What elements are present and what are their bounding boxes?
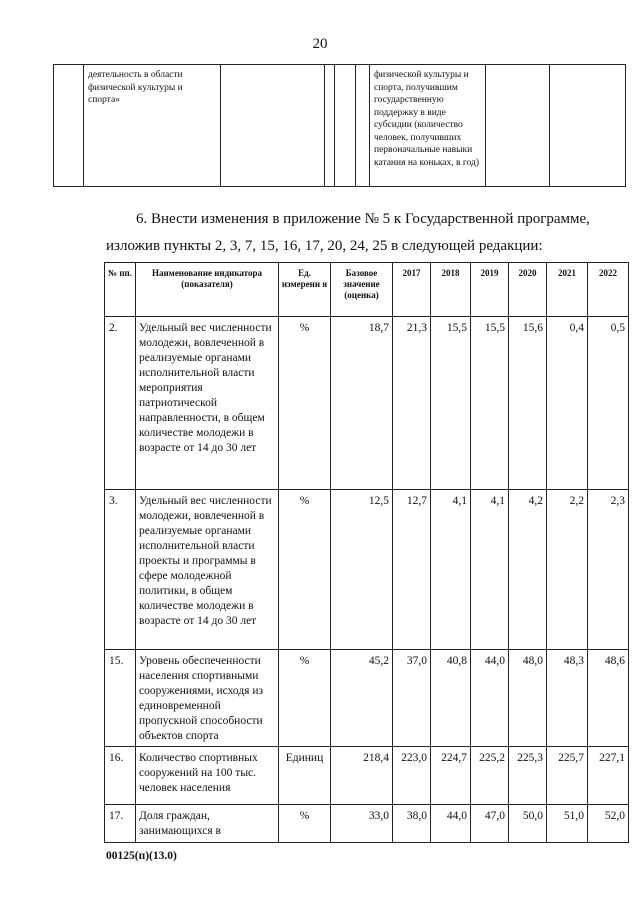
paragraph-line-1: 6. Внести изменения в приложение № 5 к Государственной программе, (136, 211, 590, 227)
header-2021: 2021 (547, 263, 588, 317)
previous-table-fragment (53, 64, 626, 187)
row-num: 3. (105, 490, 136, 650)
header-name: Наименование индикатора (показателя) (136, 263, 279, 317)
header-2020: 2020 (509, 263, 547, 317)
row-2017: 37,0 (393, 650, 431, 747)
row-unit: % (279, 805, 331, 843)
row-2018: 4,1 (431, 490, 471, 650)
row-unit: % (279, 650, 331, 747)
row-name: Количество спортивных сооружений на 100 тыс. человек населения (136, 747, 279, 805)
row-2021: 225,7 (547, 747, 588, 805)
row-2019: 15,5 (471, 317, 509, 490)
indicators-table (104, 262, 629, 843)
fragment-cell-blank (486, 65, 550, 187)
row-base: 12,5 (331, 490, 393, 650)
row-unit: % (279, 317, 331, 490)
row-2017: 21,3 (393, 317, 431, 490)
table-row (105, 747, 629, 805)
row-base: 218,4 (331, 747, 393, 805)
row-2020: 4,2 (509, 490, 547, 650)
row-2017: 223,0 (393, 747, 431, 805)
row-2018: 15,5 (431, 317, 471, 490)
header-2018: 2018 (431, 263, 471, 317)
table-row (105, 805, 629, 843)
row-2022: 52,0 (588, 805, 629, 843)
header-2019: 2019 (471, 263, 509, 317)
row-2018: 44,0 (431, 805, 471, 843)
fragment-cell-blank (356, 65, 370, 187)
fragment-cell-blank (221, 65, 325, 187)
fragment-cell-blank (550, 65, 626, 187)
row-2018: 40,8 (431, 650, 471, 747)
header-2017: 2017 (393, 263, 431, 317)
row-2022: 227,1 (588, 747, 629, 805)
header-base: Базовое значение (оценка) (331, 263, 393, 317)
fragment-left-text: деятельность в области физической культуры и спорта» (84, 65, 221, 187)
row-unit: Единиц (279, 747, 331, 805)
row-2021: 48,3 (547, 650, 588, 747)
row-name: Доля граждан, занимающихся в (136, 805, 279, 843)
fragment-cell-blank (54, 65, 84, 187)
row-base: 18,7 (331, 317, 393, 490)
row-2019: 4,1 (471, 490, 509, 650)
row-2018: 224,7 (431, 747, 471, 805)
row-2022: 0,5 (588, 317, 629, 490)
row-2020: 15,6 (509, 317, 547, 490)
document-code: 00125(п)(13.0) (106, 850, 177, 862)
row-2021: 0,4 (547, 317, 588, 490)
page-number: 20 (312, 36, 328, 52)
row-base: 33,0 (331, 805, 393, 843)
row-2021: 2,2 (547, 490, 588, 650)
row-num: 15. (105, 650, 136, 747)
row-num: 16. (105, 747, 136, 805)
row-2017: 12,7 (393, 490, 431, 650)
table-row (105, 650, 629, 747)
row-name: Уровень обеспеченности населения спортивными сооружениями, исходя из единовременной пропускной способности объектов спорта (136, 650, 279, 747)
row-2020: 48,0 (509, 650, 547, 747)
row-2020: 225,3 (509, 747, 547, 805)
fragment-cell-blank (335, 65, 356, 187)
table-row (105, 490, 629, 650)
fragment-cell-blank (325, 65, 335, 187)
row-name: Удельный вес численности молодежи, вовлеченной в реализуемые органами исполнительной власти проекты и программы в сфере молодежной политики, в общем количестве молодежи в возрасте от 14 до 30 лет (136, 490, 279, 650)
row-2019: 47,0 (471, 805, 509, 843)
row-name: Удельный вес численности молодежи, вовлеченной в реализуемые органами исполнительной власти мероприятия патриотической направленности, в общем количестве молодежи в возрасте от 14 до 30 лет (136, 317, 279, 490)
row-2020: 50,0 (509, 805, 547, 843)
header-2022: 2022 (588, 263, 629, 317)
paragraph-line-2: изложив пункты 2, 3, 7, 15, 16, 17, 20, 24, 25 в следующей редакции: (106, 238, 543, 254)
row-base: 45,2 (331, 650, 393, 747)
row-num: 2. (105, 317, 136, 490)
row-2017: 38,0 (393, 805, 431, 843)
row-2019: 44,0 (471, 650, 509, 747)
row-unit: % (279, 490, 331, 650)
header-unit: Ед. измерени я (279, 263, 331, 317)
row-2019: 225,2 (471, 747, 509, 805)
row-2022: 2,3 (588, 490, 629, 650)
table-row (105, 317, 629, 490)
fragment-right-text: физической культуры и спорта, получившим государственную поддержку в виде субсидии (количество человек, получивших первоначальные навыки катания на коньках, в год) (370, 65, 486, 187)
row-2021: 51,0 (547, 805, 588, 843)
row-2022: 48,6 (588, 650, 629, 747)
header-num: № пп. (105, 263, 136, 317)
row-num: 17. (105, 805, 136, 843)
